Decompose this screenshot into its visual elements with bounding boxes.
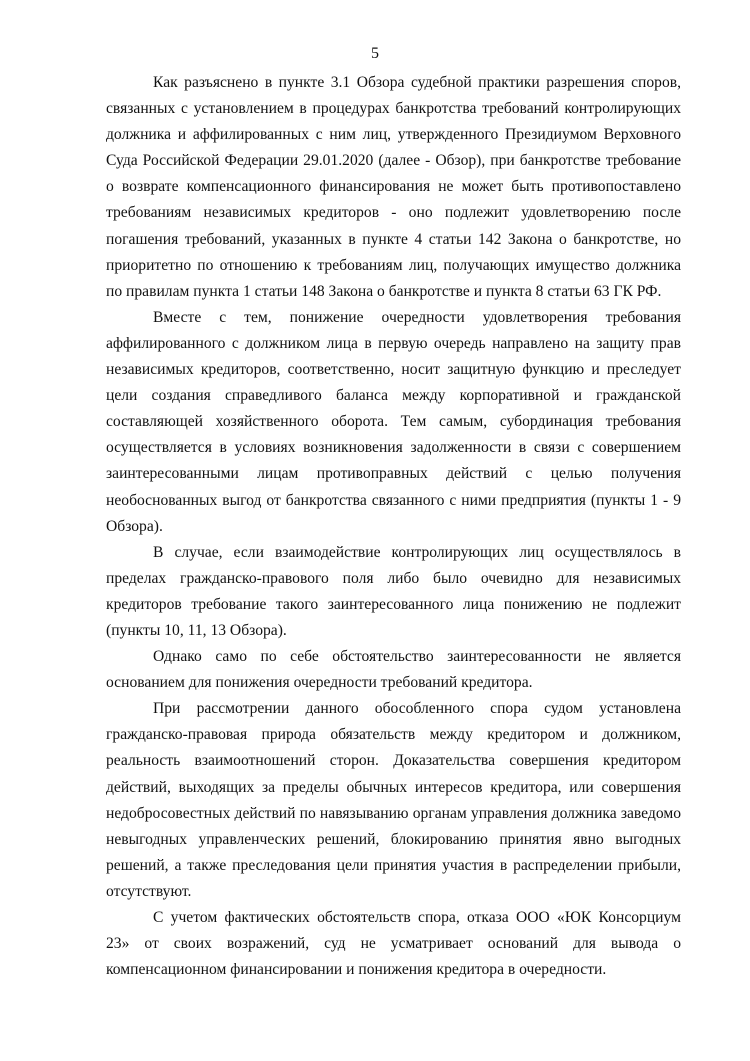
paragraph-subordination-purpose: Вместе с тем, понижение очередности удовлетворения требования аффилированного с должником лица в первую очередь направлено на защиту прав независимых кредиторов, соответственно, носит защитную функцию и преследует цели создания справедливого баланса между корпоративной и гражданской составляющей хозяйственного оборота. Тем самым, субординация требования осуществляется в условиях возникновения задолженности в связи с совершением заинтересованными лицам противоправных действий с целью получения необоснованных выгод от банкротства связанного с ними предприятия (пункты 1 - 9 Обзора). bbox=[106, 308, 681, 535]
paragraph-interest-not-ground: Однако само по себе обстоятельство заинтересованности не является основанием для понижения очередности требований кредитора. bbox=[106, 648, 681, 692]
paragraph-court-findings: При рассмотрении данного обособленного спора судом установлена гражданско-правовая природа обязательств между кредитором и должником, реальность взаимоотношений сторон. Доказательства совершения кредитором действий, выходящих за пределы обычных интересов кредитора, или совершения недобросовестных действий по навязыванию органам управления должника заведомо невыгодных управленческих решений, блокированию принятия явно выгодных решений, а также преследования цели принятия участия в распределении прибыли, отсутствуют. bbox=[106, 700, 681, 900]
page-number: 5 bbox=[371, 45, 379, 62]
document-body bbox=[106, 70, 681, 983]
paragraph-conclusion: С учетом фактических обстоятельств спора, отказа ООО «ЮК Консорциум 23» от своих возражений, суд не усматривает оснований для вывода о компенсационном финансировании и понижения кредитора в очередности. bbox=[106, 909, 681, 979]
paragraph-obzor-explanation: Как разъяснено в пункте 3.1 Обзора судебной практики разрешения споров, связанных с установлением в процедурах банкротства требований контролирующих должника и аффилированных с ним лиц, утвержденного Президиумом Верховного Суда Российской Федерации 29.01.2020 (далее - Обзор), при банкротстве требование о возврате компенсационного финансирования не может быть противопоставлено требованиям независимых кредиторов - оно подлежит удовлетворению после погашения требований, указанных в пункте 4 статьи 142 Закона о банкротстве, но приоритетно по отношению к требованиям лиц, получающих имущество должника по правилам пункта 1 статьи 148 Закона о банкротстве и пункта 8 статьи 63 ГК РФ. bbox=[106, 74, 681, 300]
paragraph-civil-law-interaction: В случае, если взаимодействие контролирующих лиц осуществлялось в пределах гражданско-правового поля либо было очевидно для независимых кредиторов требование такого заинтересованного лица понижению не подлежит (пункты 10, 11, 13 Обзора). bbox=[106, 543, 681, 639]
